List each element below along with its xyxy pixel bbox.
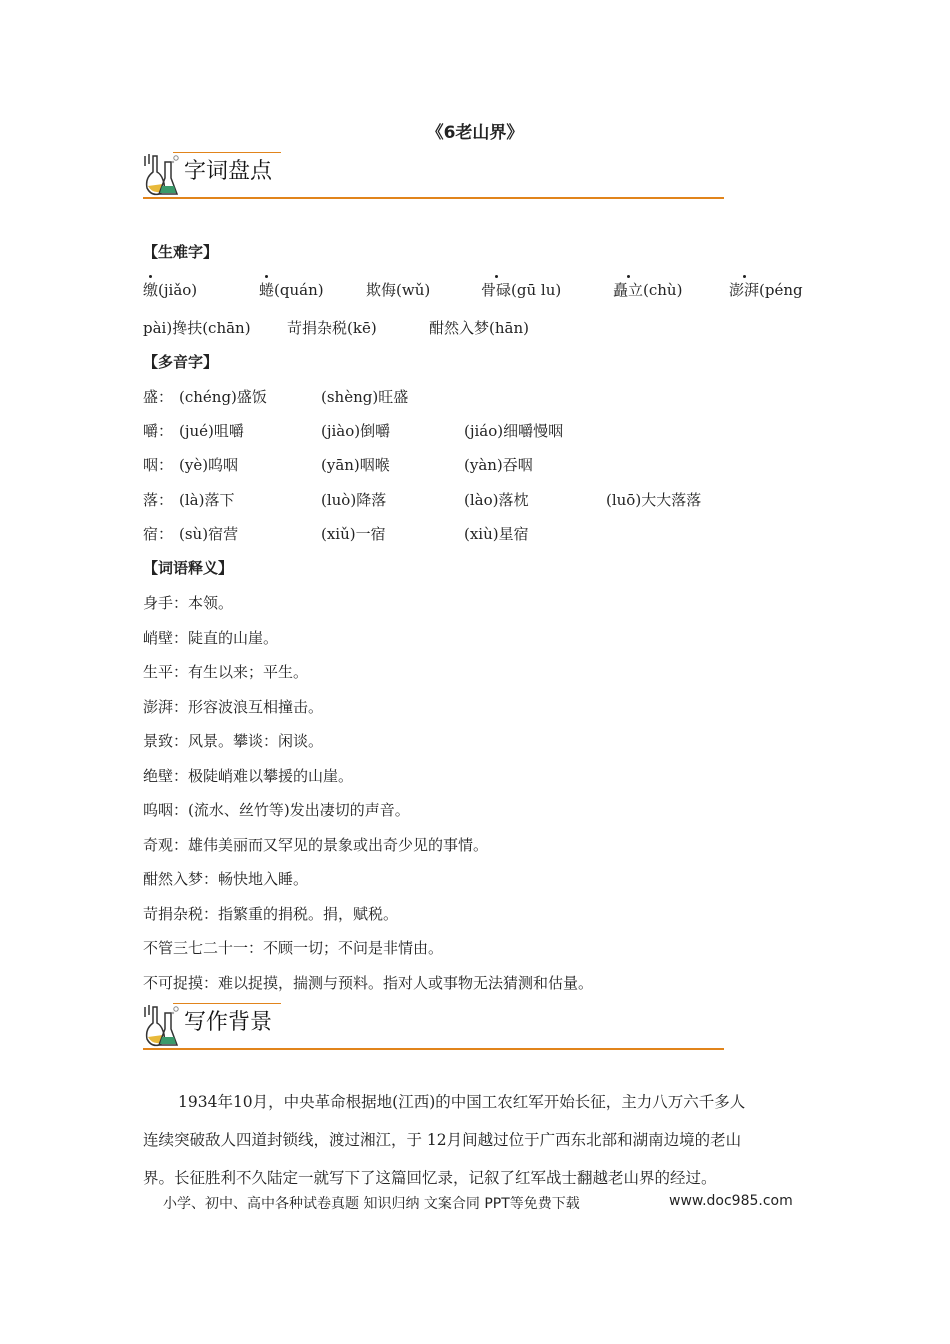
- hard-char-item: 澎湃(péng: [729, 281, 803, 299]
- definitions-label: 【词语释义】: [143, 559, 234, 577]
- footer-link[interactable]: www.doc985.com: [669, 1193, 793, 1209]
- section-header-vocab: [143, 152, 724, 202]
- polyphone-reading: (shèng)旺盛: [321, 388, 409, 406]
- polyphone-char: 嚼：: [143, 422, 174, 440]
- hard-chars-label: 【生难字】: [143, 243, 219, 261]
- polyphones-label: 【多音字】: [143, 353, 219, 371]
- polyphone-reading: (luò)降落: [321, 491, 387, 509]
- definition-item: 不可捉摸：难以捉摸，揣测与预料。指对人或事物无法猜测和估量。: [143, 974, 594, 992]
- flask-icon: [143, 152, 181, 196]
- section-divider: [143, 197, 724, 199]
- hard-char-item: 蜷(quán): [259, 281, 324, 299]
- hard-char-item: 欺侮(wǔ): [366, 281, 431, 299]
- polyphone-reading: (sù)宿营: [179, 525, 239, 543]
- section-heading: 字词盘点: [184, 159, 273, 184]
- polyphone-char: 盛：: [143, 388, 174, 406]
- definition-item: 生平：有生以来；平生。: [143, 663, 309, 681]
- definition-item: 景致：风景。攀谈：闲谈。: [143, 732, 324, 750]
- page-title: 《6老山界》: [426, 123, 524, 143]
- definition-item: 澎湃：形容波浪互相撞击。: [143, 698, 324, 716]
- hard-char-item: 酣然入梦(hān): [429, 319, 529, 337]
- polyphone-reading: (yān)咽喉: [321, 456, 390, 474]
- polyphone-reading: (jiào)倒嚼: [321, 422, 391, 440]
- definition-item: 酣然入梦：畅快地入睡。: [143, 870, 309, 888]
- definition-item: 身手：本领。: [143, 594, 234, 612]
- section-divider: [143, 1048, 724, 1050]
- polyphone-reading: (lào)落枕: [464, 491, 529, 509]
- definition-item: 峭壁：陡直的山崖。: [143, 629, 279, 647]
- definition-item: 绝壁：极陡峭难以攀援的山崖。: [143, 767, 354, 785]
- flask-icon: [143, 1003, 181, 1047]
- polyphone-char: 咽：: [143, 456, 174, 474]
- hard-char-item: 矗立(chù): [613, 281, 683, 299]
- hard-char-item: 骨碌(gū lu): [481, 281, 562, 299]
- polyphone-reading: (yè)呜咽: [179, 456, 239, 474]
- definition-item: 奇观：雄伟美丽而又罕见的景象或出奇少见的事情。: [143, 836, 489, 854]
- polyphone-reading: (là)落下: [179, 491, 235, 509]
- definition-item: 苛捐杂税：指繁重的捐税。捐，赋税。: [143, 905, 399, 923]
- background-line: 界。长征胜利不久陆定一就写下了这篇回忆录，记叙了红军战士翻越老山界的经过。: [143, 1169, 717, 1187]
- polyphone-reading: (yàn)吞咽: [464, 456, 533, 474]
- polyphone-char: 落：: [143, 491, 174, 509]
- background-line: 连续突破敌人四道封锁线，渡过湘江，于 12月间越过位于广西东北部和湖南边境的老山: [143, 1131, 742, 1149]
- polyphone-reading: (jué)咀嚼: [179, 422, 244, 440]
- section-heading: 写作背景: [184, 1010, 273, 1035]
- hard-char-item: pài)搀扶(chān): [143, 319, 251, 337]
- polyphone-reading: (xiǔ)一宿: [321, 525, 386, 543]
- hard-char-item: 缴(jiǎo): [143, 281, 198, 299]
- polyphone-reading: (luō)大大落落: [606, 491, 702, 509]
- footer-text: 小学、初中、高中各种试卷真题 知识归纳 文案合同 PPT等免费下载: [163, 1196, 580, 1212]
- polyphone-reading: (jiáo)细嚼慢咽: [464, 422, 564, 440]
- definition-item: 不管三七二十一：不顾一切；不问是非情由。: [143, 939, 444, 957]
- polyphone-reading: (chéng)盛饭: [179, 388, 267, 406]
- definition-item: 呜咽：(流水、丝竹等)发出凄切的声音。: [143, 801, 410, 819]
- hard-char-item: 苛捐杂税(kē): [287, 319, 377, 337]
- polyphone-char: 宿：: [143, 525, 174, 543]
- section-header-background: [143, 1003, 724, 1053]
- polyphone-reading: (xiù)星宿: [464, 525, 529, 543]
- background-line: 1934年10月，中央革命根据地(江西)的中国工农红军开始长征，主力八万六千多人: [178, 1093, 746, 1111]
